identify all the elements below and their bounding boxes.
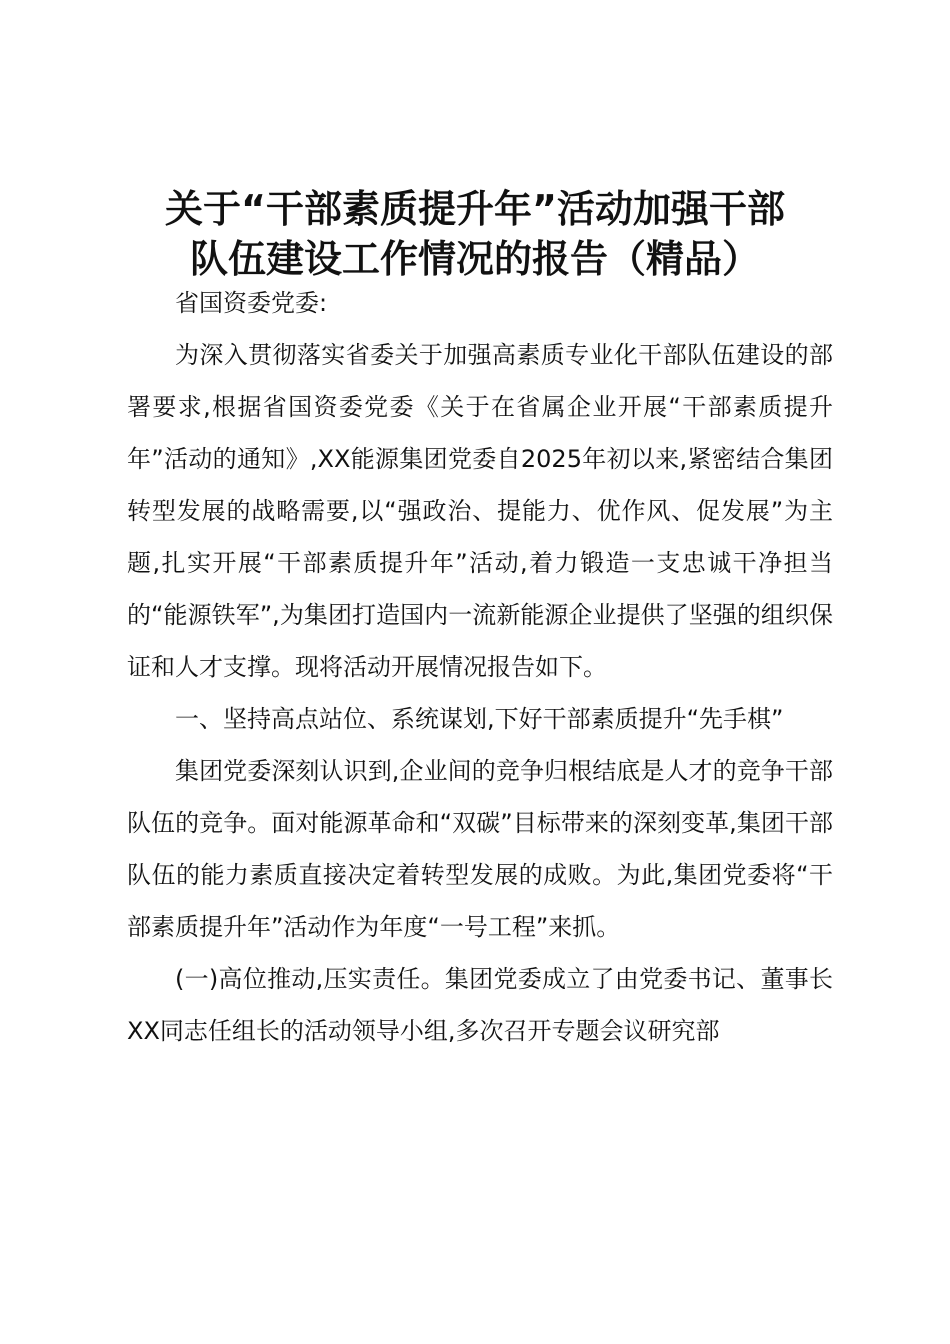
document-title <box>110 184 840 284</box>
subsection-1-paragraph: (一)高位推动,压实责任。集团党委成立了由党委书记、董事长XX同志任组长的活动领导小组,多次召开专题会议研究部 <box>127 965 833 1045</box>
title-line-2: 队伍建设工作情况的报告（精品） <box>189 237 760 281</box>
document-body <box>127 277 833 1057</box>
section-1-paragraph: 集团党委深刻认识到,企业间的竞争归根结底是人才的竞争干部队伍的竞争。面对能源革命和“双碳”目标带来的深刻变革,集团干部队伍的能力素质直接决定着转型发展的成败。为此,集团党委将“干部素质提升年”活动作为年度“一号工程”来抓。 <box>127 757 833 941</box>
salutation: 省国资委党委: <box>175 289 328 317</box>
intro-paragraph: 为深入贯彻落实省委关于加强高素质专业化干部队伍建设的部署要求,根据省国资委党委《关于在省属企业开展“干部素质提升年”活动的通知》,XX能源集团党委自2025年初以来,紧密结合集团转型发展的战略需要,以“强政治、提能力、优作风、促发展”为主题,扎实开展“干部素质提升年”活动,着力锻造一支忠诚干净担当的“能源铁军”,为集团打造国内一流新能源企业提供了坚强的组织保证和人才支撑。现将活动开展情况报告如下。 <box>127 341 833 681</box>
title-line-1: 关于“干部素质提升年”活动加强干部 <box>165 187 785 231</box>
section-heading-1: 一、坚持高点站位、系统谋划,下好干部素质提升“先手棋” <box>175 705 784 733</box>
